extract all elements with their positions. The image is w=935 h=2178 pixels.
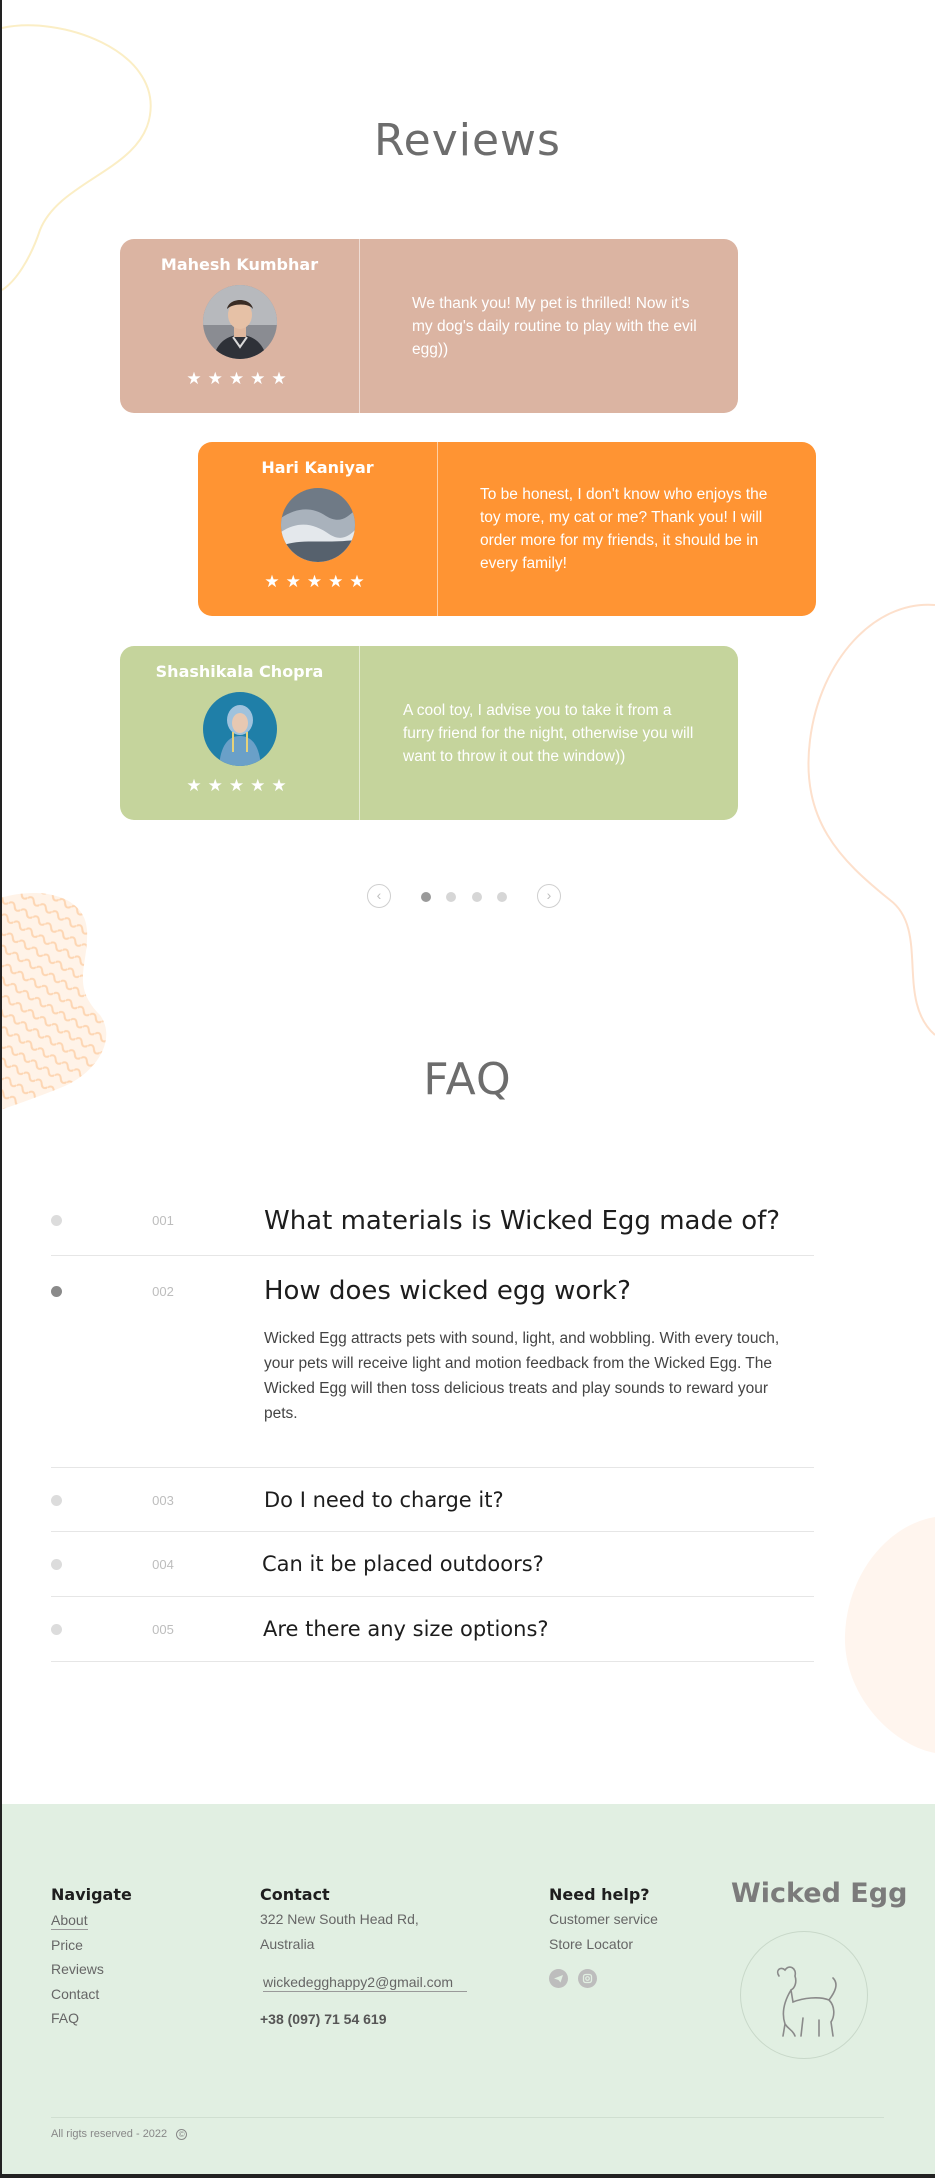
slider-dot-4[interactable] — [497, 892, 507, 902]
faq-bullet-icon — [51, 1559, 62, 1570]
reviews-title: Reviews — [374, 115, 561, 166]
review-card — [120, 239, 738, 413]
footer-link-store-locator[interactable]: Store Locator — [549, 1936, 634, 1952]
decor-curve-right — [780, 600, 935, 1040]
faq-number: 001 — [152, 1213, 174, 1228]
footer-link-about[interactable]: About — [51, 1912, 88, 1928]
faq-question[interactable]: Can it be placed outdoors? — [262, 1552, 544, 1576]
review-slider-controls — [0, 884, 935, 910]
faq-number: 002 — [152, 1284, 174, 1299]
faq-item-open[interactable] — [51, 1256, 814, 1468]
reviewer-avatar — [281, 488, 355, 562]
copyright-icon: © — [176, 2129, 187, 2140]
slider-dot-2[interactable] — [446, 892, 456, 902]
copyright-text — [51, 2128, 187, 2140]
reviewer-name: Shashikala Chopra — [155, 662, 324, 681]
reviewer-avatar — [203, 285, 277, 359]
faq-number: 003 — [152, 1493, 174, 1508]
footer-phone[interactable]: +38 (097) 71 54 619 — [260, 2011, 387, 2027]
reviewer-panel — [120, 646, 360, 820]
slider-dot-3[interactable] — [472, 892, 482, 902]
footer-link-faq[interactable]: FAQ — [51, 2010, 80, 2026]
footer-link-reviews[interactable]: Reviews — [51, 1961, 104, 1977]
faq-title: FAQ — [423, 1054, 512, 1105]
faq-bullet-icon — [51, 1495, 62, 1506]
prev-arrow-icon[interactable]: ‹ — [367, 884, 391, 908]
telegram-icon[interactable] — [549, 1969, 568, 1988]
review-text: To be honest, I don't know who enjoys the toy more, my cat or me? Thank you! I will order more for my friends, it should be in every family! — [480, 486, 768, 572]
rating-stars: ★★★★★ — [264, 572, 371, 591]
rating-stars: ★★★★★ — [186, 776, 293, 795]
reviewer-name: Mahesh Kumbhar — [160, 255, 319, 274]
next-arrow-icon[interactable]: › — [537, 884, 561, 908]
faq-answer: Wicked Egg attracts pets with sound, light, and wobbling. With every touch, your pets will receive light and motion feedback from the Wicked Egg. The Wicked Egg will then toss delicious treats and play sounds to reward your pets. — [264, 1330, 780, 1422]
dog-logo-icon — [741, 1932, 869, 2060]
faq-bullet-icon — [51, 1624, 62, 1635]
faq-question[interactable]: Are there any size options? — [263, 1617, 549, 1641]
faq-bullet-icon — [51, 1215, 62, 1226]
footer-address-line1: 322 New South Head Rd, — [260, 1911, 419, 1927]
review-card — [198, 442, 816, 616]
footer-help-heading: Need help? — [549, 1885, 650, 1904]
copyright-label: All rigts reserved - 2022 — [51, 2128, 168, 2140]
footer-contact-heading: Contact — [260, 1885, 330, 1904]
footer-navigate-heading: Navigate — [51, 1885, 132, 1904]
faq-item[interactable] — [51, 1468, 814, 1532]
reviewer-panel — [120, 239, 360, 413]
faq-question[interactable]: What materials is Wicked Egg made of? — [264, 1206, 781, 1236]
faq-number: 004 — [152, 1557, 174, 1572]
brand-logo-circle — [740, 1931, 868, 2059]
footer-link-price[interactable]: Price — [51, 1937, 83, 1953]
footer-address-line2: Australia — [260, 1936, 315, 1952]
rating-stars: ★★★★★ — [186, 369, 293, 388]
reviewer-avatar — [203, 692, 277, 766]
slider-dot-1[interactable] — [421, 892, 431, 902]
footer-brand-name[interactable]: Wicked Egg — [731, 1878, 908, 1909]
review-card — [120, 646, 738, 820]
review-text: A cool toy, I advise you to take it from a furry friend for the night, otherwise you will want to throw it out the window)) — [403, 701, 694, 765]
site-footer — [0, 1804, 935, 2178]
decor-blob-right — [842, 1515, 935, 1755]
window-bottom-border — [0, 2174, 935, 2178]
footer-divider — [51, 2117, 884, 2118]
faq-item[interactable] — [51, 1191, 814, 1256]
faq-item[interactable] — [51, 1597, 814, 1662]
faq-item[interactable] — [51, 1532, 814, 1597]
footer-link-customer-service[interactable]: Customer service — [549, 1911, 658, 1927]
faq-question[interactable]: How does wicked egg work? — [264, 1276, 631, 1306]
faq-question[interactable]: Do I need to charge it? — [264, 1488, 504, 1512]
footer-email-link[interactable]: wickedegghappy2@gmail.com — [263, 1974, 467, 1992]
reviewer-panel — [198, 442, 438, 616]
reviewer-name: Hari Kaniyar — [261, 458, 374, 477]
instagram-icon[interactable] — [578, 1969, 597, 1988]
footer-link-contact[interactable]: Contact — [51, 1986, 100, 2002]
faq-number: 005 — [152, 1622, 174, 1637]
window-left-border — [0, 0, 2, 2178]
faq-bullet-icon — [51, 1286, 62, 1297]
review-text: We thank you! My pet is thrilled! Now it's my dog's daily routine to play with the evil egg)) — [412, 294, 697, 358]
